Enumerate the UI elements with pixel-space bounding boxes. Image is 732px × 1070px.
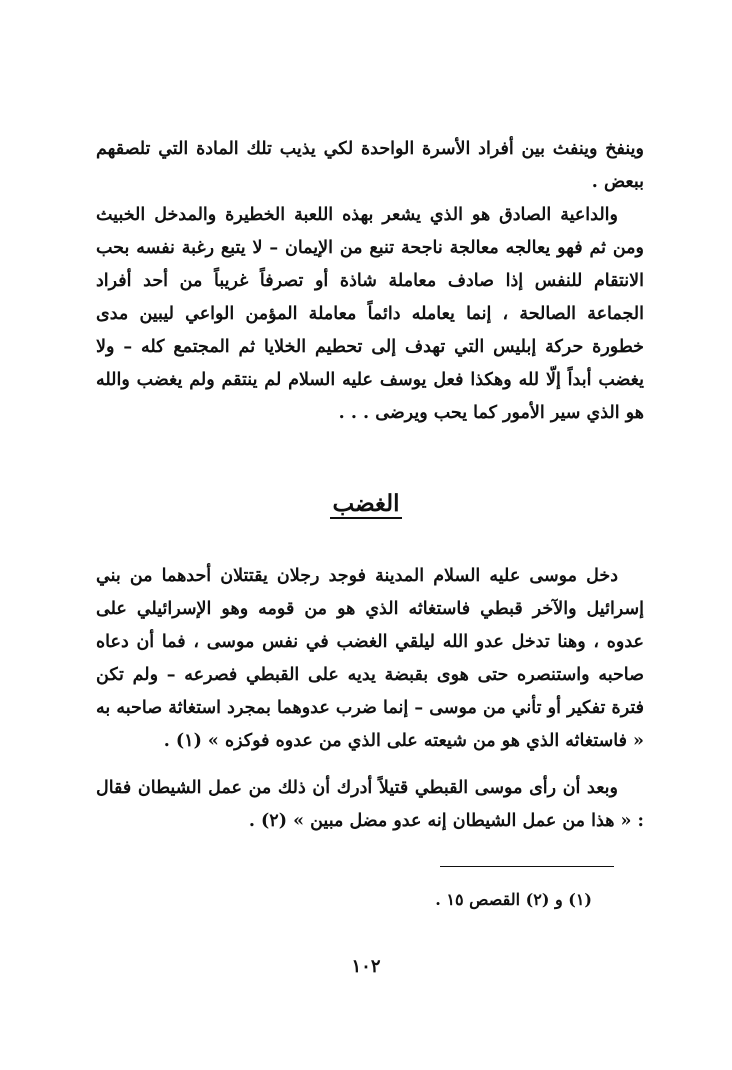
paragraph-moses-realization: وبعد أن رأى موسى القبطي قتيلاً أدرك أن ذلك من عمل الشيطان فقال : « هذا من عمل الشيطان إنه عدو مضل مبين » (٢) .: [96, 778, 644, 831]
paragraph-continuation: وينفخ وينفث بين أفراد الأسرة الواحدة لكي يذيب تلك المادة التي تلصقهم ببعض .: [96, 139, 644, 192]
page-number: ١٠٢: [351, 956, 381, 977]
section-heading-text: الغضب: [332, 490, 400, 517]
footnote-divider: [440, 866, 614, 867]
footnote: (١) و (٢) القصص ١٥ .: [435, 890, 592, 909]
paragraph-moses-story: دخل موسى عليه السلام المدينة فوجد رجلان يقتتلان أحدهما من بني إسرائيل والآخر قبطي فاستغاثه الذي هو من قومه وهو الإسرائيلي على عدوه ، وهنا تدخل عدو الله ليلقي الغضب في نفس موسى ، فما أن دعاه صاحبه واستنصره حتى هوى بقبضة يديه على القبطي فصرعه – ولم تكن فترة تفكير أو تأني من موسى – إنما ضرب عدوهما بمجرد استغاثة صاحبه به « فاستغاثه الذي هو من شيعته على الذي من عدوه فوكزه » (١) .: [96, 566, 644, 751]
paragraph-preacher: والداعية الصادق هو الذي يشعر بهذه اللعبة الخطيرة والمدخل الخبيث ومن ثم فهو يعالجه معالجة ناجحة تنبع من الإيمان – لا يتبع رغبة نفسه بحب الانتقام للنفس إذا صادف معاملة شاذة أو تصرفاً غريباً من أحد أفراد الجماعة الصالحة ، إنما يعامله دائماً معاملة المؤمن الواعي ليبين مدى خطورة حركة إبليس التي تهدف إلى تحطيم الخلايا ثم المجتمع كله – ولا يغضب أبداً إلّا لله وهكذا فعل يوسف عليه السلام لم ينتقم ولم يغضب والله هو الذي سير الأمور كما يحب ويرضى . . .: [96, 205, 644, 423]
text-section-anger: [96, 560, 644, 838]
section-heading: [0, 486, 732, 522]
text-section-intro: [96, 133, 644, 430]
